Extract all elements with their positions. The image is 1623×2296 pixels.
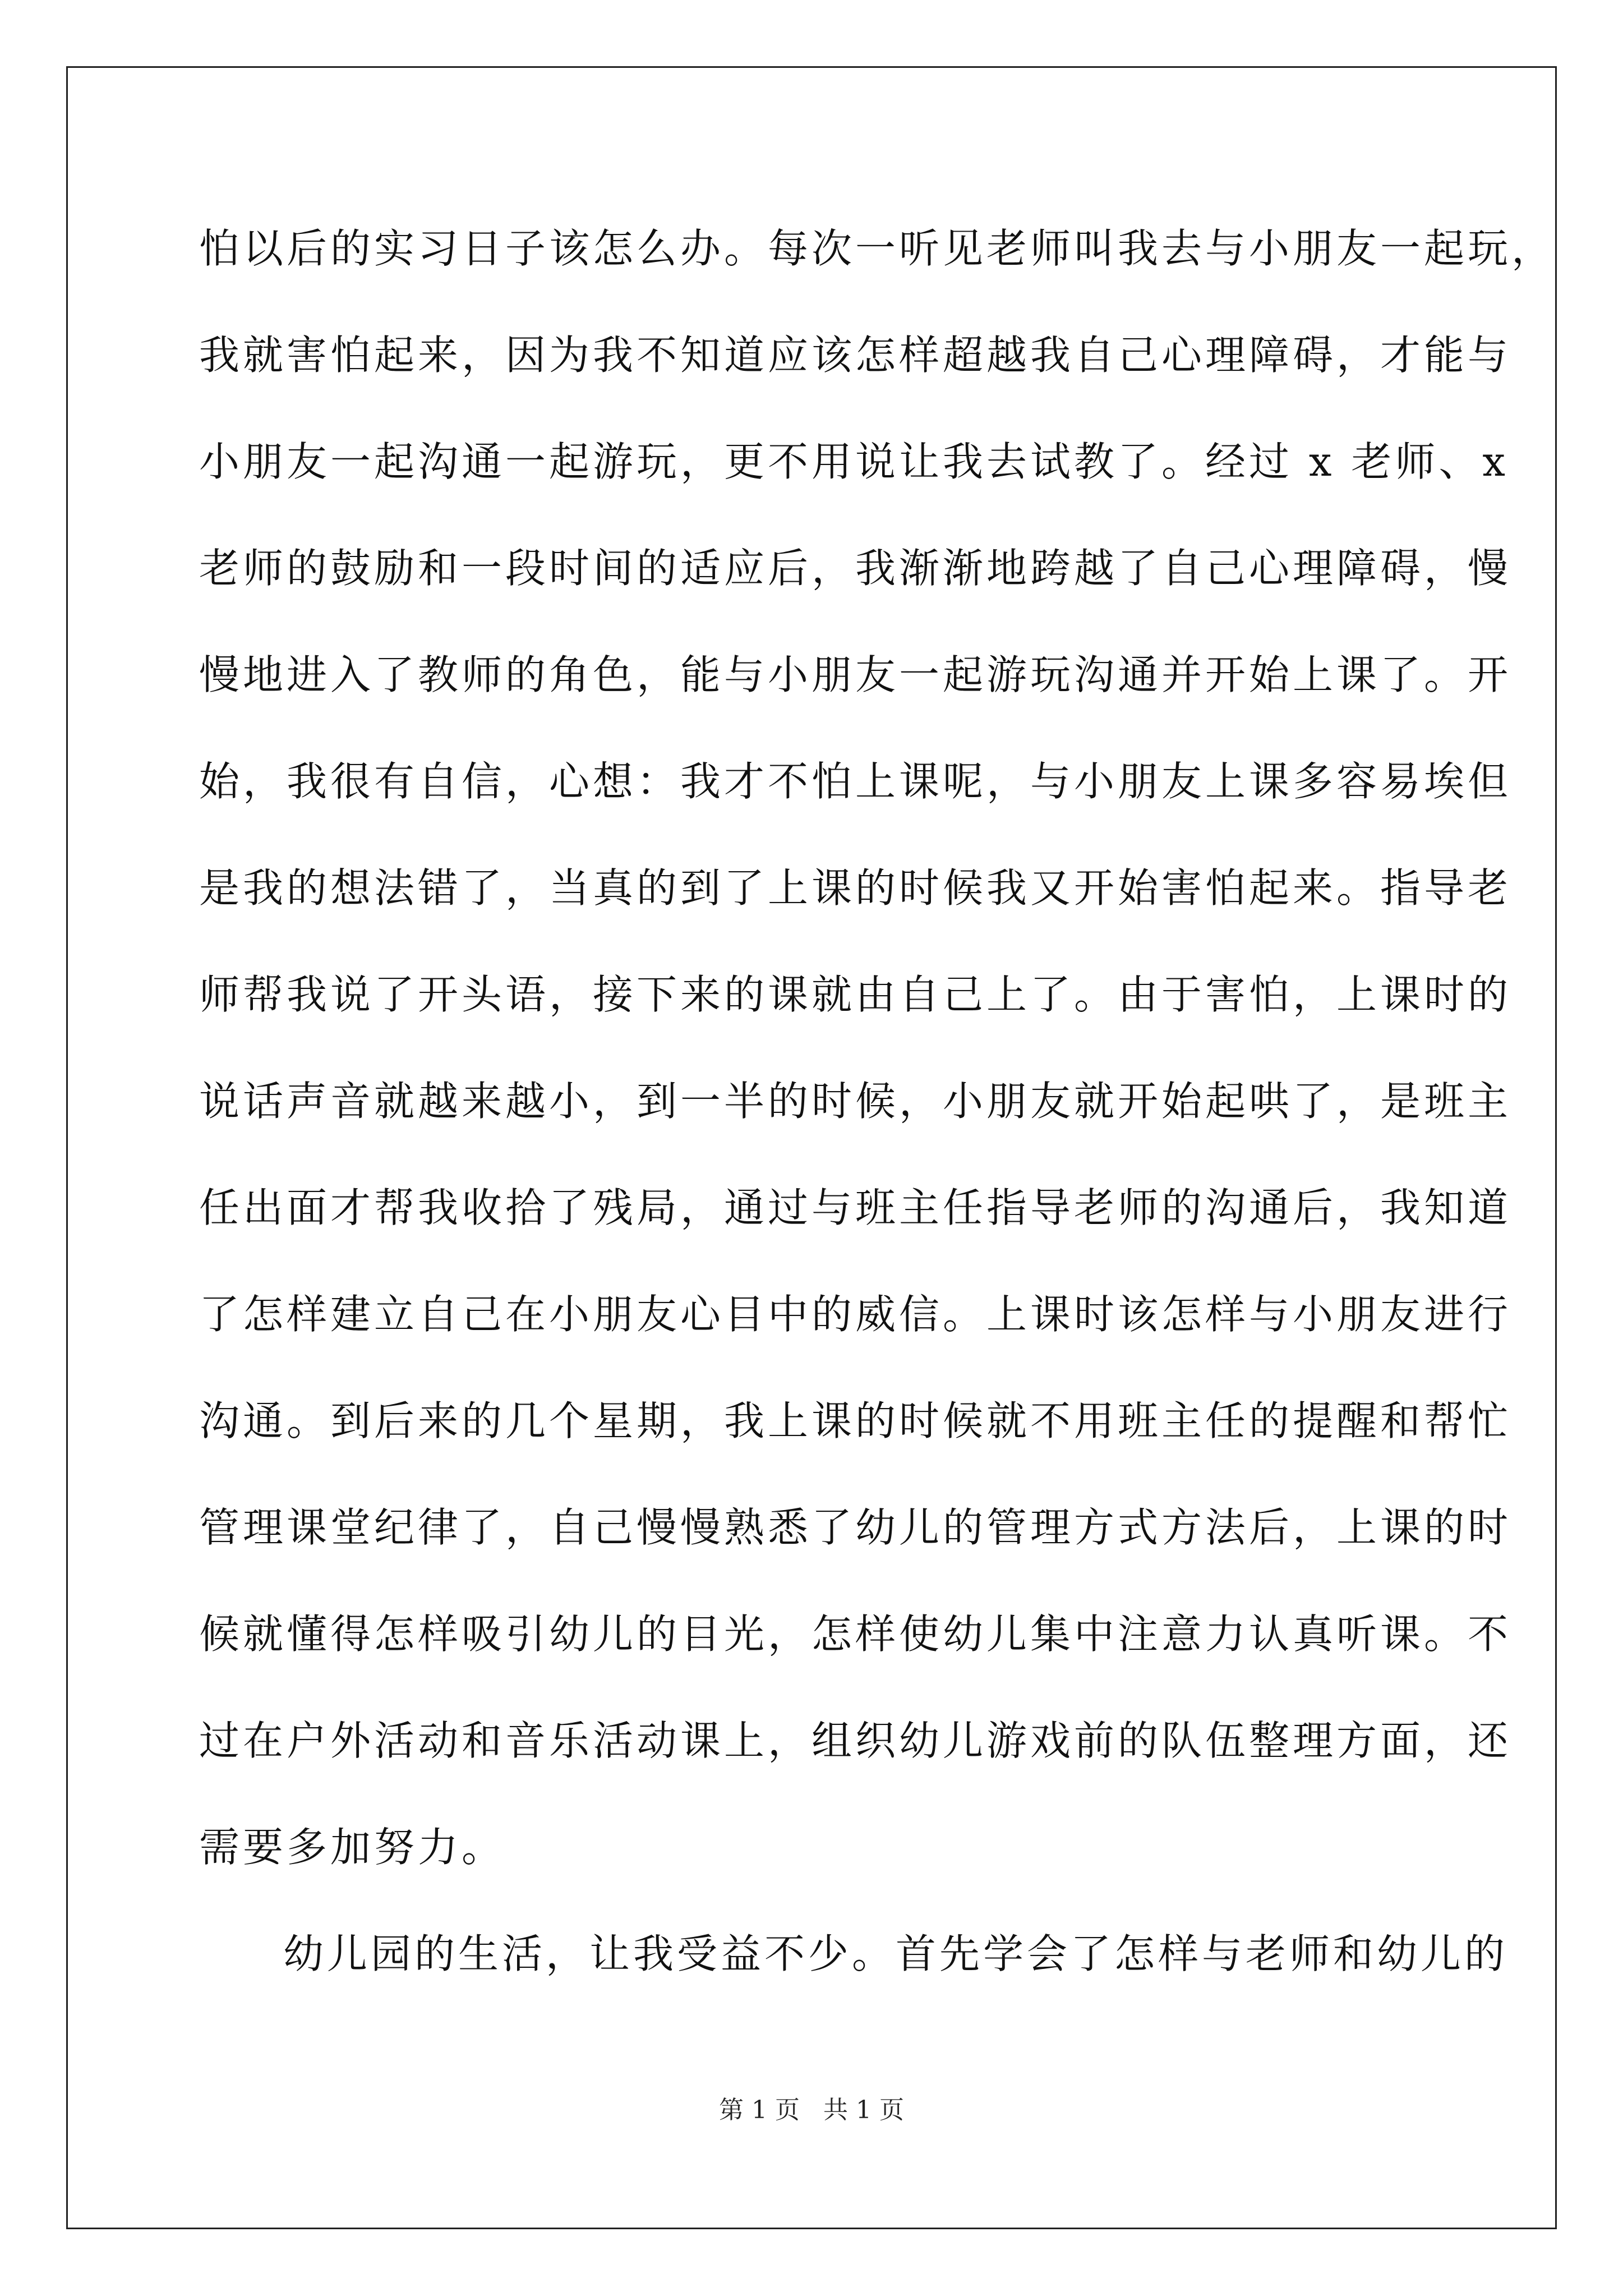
text-line: 始，我很有自信，心想：我才不怕上课呢，与小朋友上课多容易埃但 bbox=[199, 758, 1512, 805]
text-line: 了怎样建立自己在小朋友心目中的威信。上课时该怎样与小朋友进行 bbox=[199, 1291, 1512, 1338]
paragraph-first-line: 幼儿园的生活，让我受益不少。首先学会了怎样与老师和幼儿的 bbox=[283, 1930, 1509, 1977]
text-line: 小朋友一起沟通一起游玩，更不用说让我去试教了。经过 x 老师、x bbox=[199, 438, 1509, 485]
page-border bbox=[66, 66, 1557, 2229]
text-line: 怕以后的实习日子该怎么办。每次一听见老师叫我去与小朋友一起玩， bbox=[199, 225, 1556, 272]
page-number: 第 1 页 bbox=[719, 2096, 800, 2124]
text-line: 我就害怕起来，因为我不知道应该怎样超越我自己心理障碍，才能与 bbox=[199, 332, 1512, 379]
text-line: 任出面才帮我收拾了残局，通过与班主任指导老师的沟通后，我知道 bbox=[199, 1184, 1512, 1231]
text-line: 慢地进入了教师的角色，能与小朋友一起游玩沟通并开始上课了。开 bbox=[199, 651, 1512, 698]
text-line: 过在户外活动和音乐活动课上，组织幼儿游戏前的队伍整理方面，还 bbox=[199, 1717, 1512, 1764]
text-line: 老师的鼓励和一段时间的适应后，我渐渐地跨越了自己心理障碍，慢 bbox=[199, 545, 1512, 592]
text-line: 师帮我说了开头语，接下来的课就由自己上了。由于害怕，上课时的 bbox=[199, 971, 1512, 1018]
page-footer bbox=[0, 2090, 1623, 2125]
text-line: 需要多加努力。 bbox=[199, 1824, 506, 1871]
text-line: 管理课堂纪律了，自己慢慢熟悉了幼儿的管理方式方法后，上课的时 bbox=[199, 1504, 1512, 1551]
page-total: 共 1 页 bbox=[823, 2096, 904, 2124]
text-line: 是我的想法错了，当真的到了上课的时候我又开始害怕起来。指导老 bbox=[199, 864, 1512, 912]
text-line: 候就懂得怎样吸引幼儿的目光，怎样使幼儿集中注意力认真听课。不 bbox=[199, 1611, 1512, 1658]
text-line: 沟通。到后来的几个星期，我上课的时候就不用班主任的提醒和帮忙 bbox=[199, 1397, 1512, 1444]
text-line: 说话声音就越来越小，到一半的时候，小朋友就开始起哄了，是班主 bbox=[199, 1078, 1512, 1125]
